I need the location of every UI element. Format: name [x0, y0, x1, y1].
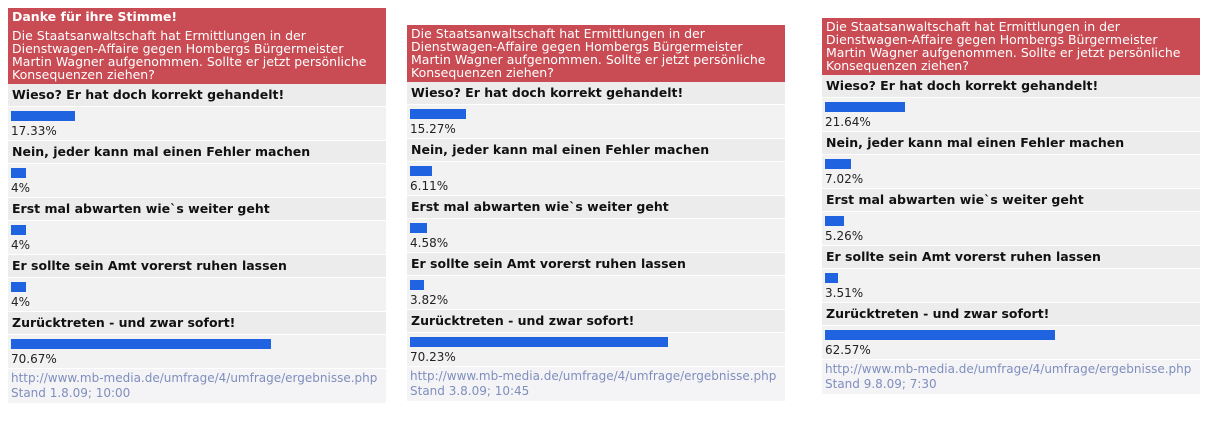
- option-label: Wieso? Er hat doch korrekt gehandelt!: [822, 75, 1200, 98]
- option-result: [822, 326, 1200, 359]
- poll-options: [8, 84, 386, 369]
- option-result: [407, 162, 785, 195]
- poll-header: [822, 18, 1200, 75]
- percentage-label: 4%: [11, 181, 31, 195]
- result-bar: [410, 223, 427, 233]
- poll-option: [407, 139, 785, 196]
- result-bar: [410, 337, 668, 347]
- option-label: Er sollte sein Amt vorerst ruhen lassen: [8, 255, 386, 278]
- poll-question: Die Staatsanwaltschaft hat Ermittlungen in der Dienstwagen-Affaire gegen Hombergs Bürgermeister Martin Wagner aufgenommen. Sollte er jetzt persönliche Konsequenzen ziehen?: [411, 26, 766, 80]
- result-bar: [410, 166, 432, 176]
- poll-option: [407, 196, 785, 253]
- result-bar: [11, 282, 26, 292]
- option-result: [822, 212, 1200, 245]
- option-label: Erst mal abwarten wie`s weiter geht: [8, 198, 386, 221]
- option-label: Nein, jeder kann mal einen Fehler machen: [8, 141, 386, 164]
- poll-question: Die Staatsanwaltschaft hat Ermittlungen in der Dienstwagen-Affaire gegen Hombergs Bürgermeister Martin Wagner aufgenommen. Sollte er jetzt persönliche Konsequenzen ziehen?: [12, 28, 367, 82]
- option-result: [8, 278, 386, 311]
- option-label: Er sollte sein Amt vorerst ruhen lassen: [822, 246, 1200, 269]
- percentage-label: 3.51%: [825, 286, 864, 300]
- poll-question: Die Staatsanwaltschaft hat Ermittlungen in der Dienstwagen-Affaire gegen Hombergs Bürgermeister Martin Wagner aufgenommen. Sollte er jetzt persönliche Konsequenzen ziehen?: [826, 19, 1181, 73]
- percentage-label: 21.64%: [825, 115, 871, 129]
- option-result: [407, 333, 785, 366]
- option-label: Zurücktreten - und zwar sofort!: [822, 303, 1200, 326]
- poll-option: [407, 253, 785, 310]
- option-label: Erst mal abwarten wie`s weiter geht: [407, 196, 785, 219]
- poll-options: [822, 75, 1200, 360]
- option-result: [822, 155, 1200, 188]
- percentage-label: 3.82%: [410, 293, 449, 307]
- stand-timestamp: Stand 1.8.09; 10:00: [11, 386, 131, 400]
- option-label: Zurücktreten - und zwar sofort!: [407, 310, 785, 333]
- percentage-label: 17.33%: [11, 124, 57, 138]
- percentage-label: 7.02%: [825, 172, 864, 186]
- option-label: Er sollte sein Amt vorerst ruhen lassen: [407, 253, 785, 276]
- result-bar: [410, 109, 466, 119]
- result-bar: [825, 330, 1055, 340]
- source-url[interactable]: http://www.mb-media.de/umfrage/4/umfrage/ergebnisse.php: [825, 362, 1192, 376]
- result-bar: [825, 159, 851, 169]
- option-label: Erst mal abwarten wie`s weiter geht: [822, 189, 1200, 212]
- result-bar: [11, 225, 26, 235]
- poll-footer: [8, 369, 386, 403]
- option-result: [822, 269, 1200, 302]
- result-bar: [410, 280, 424, 290]
- poll-header: [407, 25, 785, 82]
- poll-panel-2: [407, 25, 785, 401]
- option-result: [822, 98, 1200, 131]
- percentage-label: 6.11%: [410, 179, 449, 193]
- result-bar: [825, 216, 844, 226]
- option-label: Wieso? Er hat doch korrekt gehandelt!: [8, 84, 386, 107]
- poll-option: [822, 246, 1200, 303]
- result-bar: [825, 102, 905, 112]
- poll-panel-3: [822, 18, 1200, 394]
- poll-option: [8, 84, 386, 141]
- result-bar: [11, 339, 271, 349]
- percentage-label: 70.67%: [11, 352, 57, 366]
- option-label: Nein, jeder kann mal einen Fehler machen: [822, 132, 1200, 155]
- option-result: [407, 219, 785, 252]
- percentage-label: 70.23%: [410, 350, 456, 364]
- poll-footer: [407, 367, 785, 401]
- poll-option: [407, 310, 785, 367]
- option-label: Zurücktreten - und zwar sofort!: [8, 312, 386, 335]
- poll-footer: [822, 360, 1200, 394]
- poll-option: [407, 82, 785, 139]
- option-result: [8, 335, 386, 368]
- option-result: [8, 164, 386, 197]
- result-bar: [11, 111, 75, 121]
- result-bar: [825, 273, 838, 283]
- percentage-label: 15.27%: [410, 122, 456, 136]
- percentage-label: 62.57%: [825, 343, 871, 357]
- thanks-message: Danke für ihre Stimme!: [12, 9, 178, 24]
- poll-option: [8, 141, 386, 198]
- option-result: [407, 276, 785, 309]
- percentage-label: 4%: [11, 238, 31, 252]
- percentage-label: 4.58%: [410, 236, 449, 250]
- option-result: [407, 105, 785, 138]
- option-label: Wieso? Er hat doch korrekt gehandelt!: [407, 82, 785, 105]
- poll-option: [8, 198, 386, 255]
- poll-option: [822, 75, 1200, 132]
- poll-option: [822, 132, 1200, 189]
- option-result: [8, 221, 386, 254]
- option-label: Nein, jeder kann mal einen Fehler machen: [407, 139, 785, 162]
- poll-options: [407, 82, 785, 367]
- poll-header: [8, 8, 386, 84]
- result-bar: [11, 168, 26, 178]
- poll-option: [822, 189, 1200, 246]
- stand-timestamp: Stand 9.8.09; 7:30: [825, 377, 937, 391]
- poll-option: [822, 303, 1200, 360]
- percentage-label: 4%: [11, 295, 31, 309]
- percentage-label: 5.26%: [825, 229, 864, 243]
- source-url[interactable]: http://www.mb-media.de/umfrage/4/umfrage/ergebnisse.php: [410, 369, 777, 383]
- poll-option: [8, 312, 386, 369]
- option-result: [8, 107, 386, 140]
- source-url[interactable]: http://www.mb-media.de/umfrage/4/umfrage/ergebnisse.php: [11, 371, 378, 385]
- poll-panel-1: [8, 8, 386, 403]
- poll-option: [8, 255, 386, 312]
- stand-timestamp: Stand 3.8.09; 10:45: [410, 384, 530, 398]
